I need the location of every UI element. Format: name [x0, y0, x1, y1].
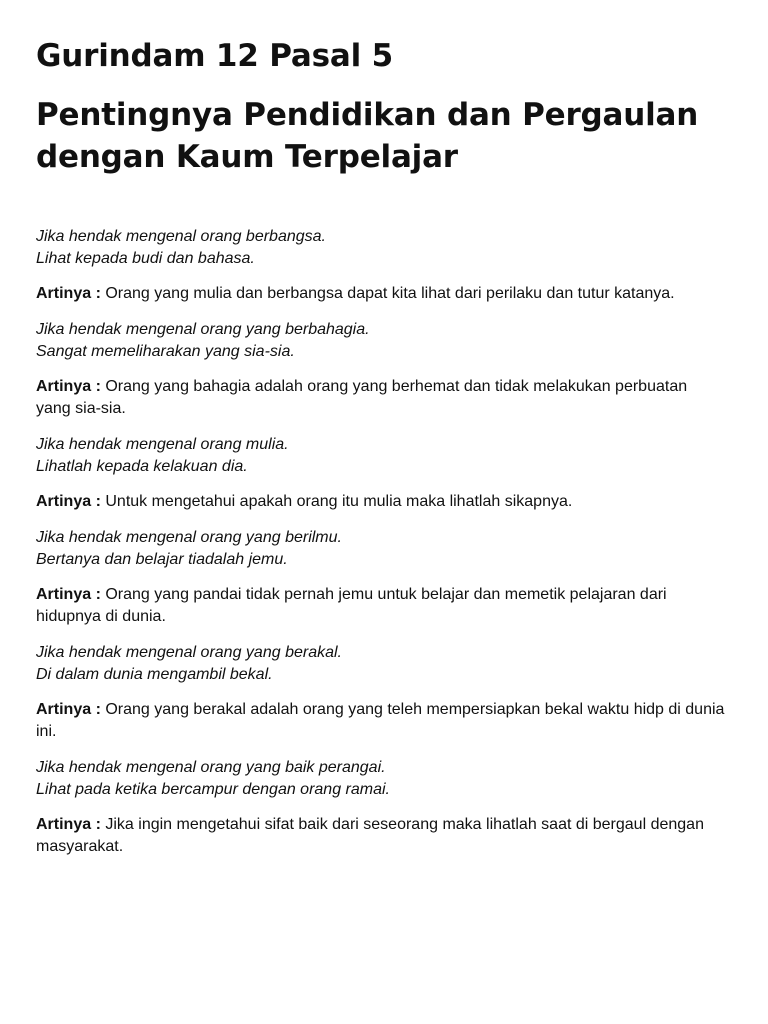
- meaning: [36, 584, 726, 628]
- meaning-label: Artinya :: [36, 378, 101, 395]
- verse-line-1: Jika hendak mengenal orang berbangsa.: [36, 228, 326, 245]
- meaning-text: Orang yang bahagia adalah orang yang berhemat dan tidak melakukan perbuatan yang sia-sia.: [36, 378, 688, 417]
- meaning-label: Artinya :: [36, 285, 101, 302]
- meaning: [36, 376, 726, 420]
- verse: [36, 757, 732, 801]
- meaning-text: Orang yang berakal adalah orang yang teleh mempersiapkan bekal waktu hidp di dunia ini.: [36, 701, 725, 740]
- meaning-text: Jika ingin mengetahui sifat baik dari seseorang maka lihatlah saat di bergaul dengan masyarakat.: [36, 816, 704, 855]
- meaning-label: Artinya :: [36, 816, 101, 833]
- verse-line-2: Di dalam dunia mengambil bekal.: [36, 666, 273, 683]
- page-subtitle: Pentingnya Pendidikan dan Pergaulan dengan Kaum Terpelajar: [36, 97, 699, 175]
- verse-line-1: Jika hendak mengenal orang mulia.: [36, 436, 289, 453]
- verse-line-2: Lihat pada ketika bercampur dengan orang ramai.: [36, 781, 390, 798]
- meaning: [36, 491, 726, 513]
- stanza-6: [36, 757, 732, 858]
- verse: [36, 434, 732, 478]
- verse-line-2: Sangat memeliharakan yang sia-sia.: [36, 343, 295, 360]
- stanza-3: [36, 434, 732, 513]
- stanza-list: [36, 226, 732, 858]
- meaning-label: Artinya :: [36, 701, 101, 718]
- meaning-label: Artinya :: [36, 493, 101, 510]
- verse-line-1: Jika hendak mengenal orang yang berilmu.: [36, 529, 342, 546]
- verse: [36, 319, 732, 363]
- verse-line-1: Jika hendak mengenal orang yang baik perangai.: [36, 759, 386, 776]
- meaning-label: Artinya :: [36, 586, 101, 603]
- verse-line-2: Bertanya dan belajar tiadalah jemu.: [36, 551, 288, 568]
- verse: [36, 527, 732, 571]
- meaning: [36, 814, 726, 858]
- meaning: [36, 283, 726, 305]
- stanza-4: [36, 527, 732, 628]
- verse-line-1: Jika hendak mengenal orang yang berbahagia.: [36, 321, 370, 338]
- meaning-text: Orang yang pandai tidak pernah jemu untuk belajar dan memetik pelajaran dari hidupnya di dunia.: [36, 586, 667, 625]
- stanza-2: [36, 319, 732, 420]
- stanza-1: [36, 226, 732, 305]
- verse: [36, 226, 732, 270]
- verse: [36, 642, 732, 686]
- verse-line-1: Jika hendak mengenal orang yang berakal.: [36, 644, 342, 661]
- page-title: Gurindam 12 Pasal 5: [36, 38, 393, 74]
- meaning-text: Untuk mengetahui apakah orang itu mulia maka lihatlah sikapnya.: [105, 493, 573, 510]
- verse-line-2: Lihatlah kepada kelakuan dia.: [36, 458, 248, 475]
- verse-line-2: Lihat kepada budi dan bahasa.: [36, 250, 255, 267]
- stanza-5: [36, 642, 732, 743]
- meaning: [36, 699, 726, 743]
- meaning-text: Orang yang mulia dan berbangsa dapat kita lihat dari perilaku dan tutur katanya.: [105, 285, 675, 302]
